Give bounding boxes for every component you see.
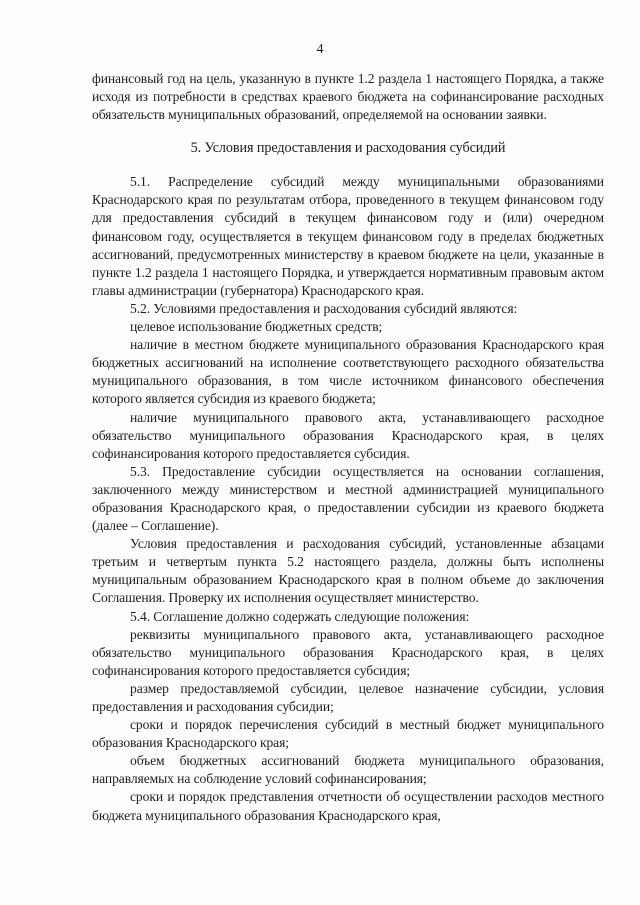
paragraph-5-4: 5.4. Соглашение должно содержать следующие положения: <box>130 608 470 624</box>
paragraph-provision-4: объем бюджетных ассигнований бюджета муниципального образования, направляемых на соблюдение условий софинансирования; <box>92 753 604 787</box>
paragraph-condition-1: целевое использование бюджетных средств; <box>130 319 383 335</box>
paragraph-5-2: 5.2. Условиями предоставления и расходования субсидий являются: <box>130 300 518 316</box>
paragraph-provision-1: реквизиты муниципального правового акта, устанавливающего расходное обязательство муниципального образования Краснодарского края, в целях софинансирования которого предоставляется субсидия; <box>92 626 604 678</box>
paragraph-provision-5: сроки и порядок представления отчетности об осуществлении расходов местного бюджета муниципального образования Краснодарского края, <box>92 789 604 823</box>
paragraph-condition-3: наличие муниципального правового акта, устанавливающего расходное обязательство муниципального образования Краснодарского края, в целях софинансирования которого предоставляется субсидия. <box>92 409 604 461</box>
section-title: 5. Условия предоставления и расходования субсидий <box>190 140 506 157</box>
paragraph-provision-3: сроки и порядок перечисления субсидий в местный бюджет муниципального образования Краснодарского края; <box>92 717 604 751</box>
document-body <box>92 70 604 825</box>
intro-paragraph: финансовый год на цель, указанную в пункте 1.2 раздела 1 настоящего Порядка, а также исходя из потребности в средствах краевого бюджета на софинансирование расходных обязательств муниципальных образований, определяемой на основании заявки. <box>92 71 604 123</box>
paragraph-5-1: 5.1. Распределение субсидий между муниципальными образованиями Краснодарского края по результатам отбора, проведенного в текущем финансовом году для предоставления субсидий в текущем финансовом году и (или) очередном финансовом году, осуществляется в текущем финансовом году в пределах бюджетных ассигнований, предусмотренных министерству в краевом бюджете на цели, указанные в пункте 1.2 раздела 1 настоящего Порядка, и утверждается нормативным правовым актом главы администрации (губернатора) Краснодарского края. <box>92 174 604 298</box>
paragraph-provision-2: размер предоставляемой субсидии, целевое назначение субсидии, условия предоставления и расходования субсидии; <box>92 680 604 714</box>
paragraph-5-3: 5.3. Предоставление субсидии осуществляется на основании соглашения, заключенного между министерством и местной администрацией муниципального образования Краснодарского края, о предоставлении субсидии из краевого бюджета (далее – Соглашение). <box>92 463 604 534</box>
page-number: 4 <box>316 42 324 57</box>
paragraph-condition-2: наличие в местном бюджете муниципального образования Краснодарского края бюджетных ассигнований на исполнение соответствующего расходного обязательства муниципального образования, в том числе источником финансового обеспечения которого является субсидия из краевого бюджета; <box>92 337 604 407</box>
paragraph-5-3-conditions: Условия предоставления и расходования субсидий, установленные абзацами третьим и четвертым пункта 5.2 настоящего раздела, должны быть исполнены муниципальным образованием Краснодарского края в полном объеме до заключения Соглашения. Проверку их исполнения осуществляет министерство. <box>92 536 604 606</box>
